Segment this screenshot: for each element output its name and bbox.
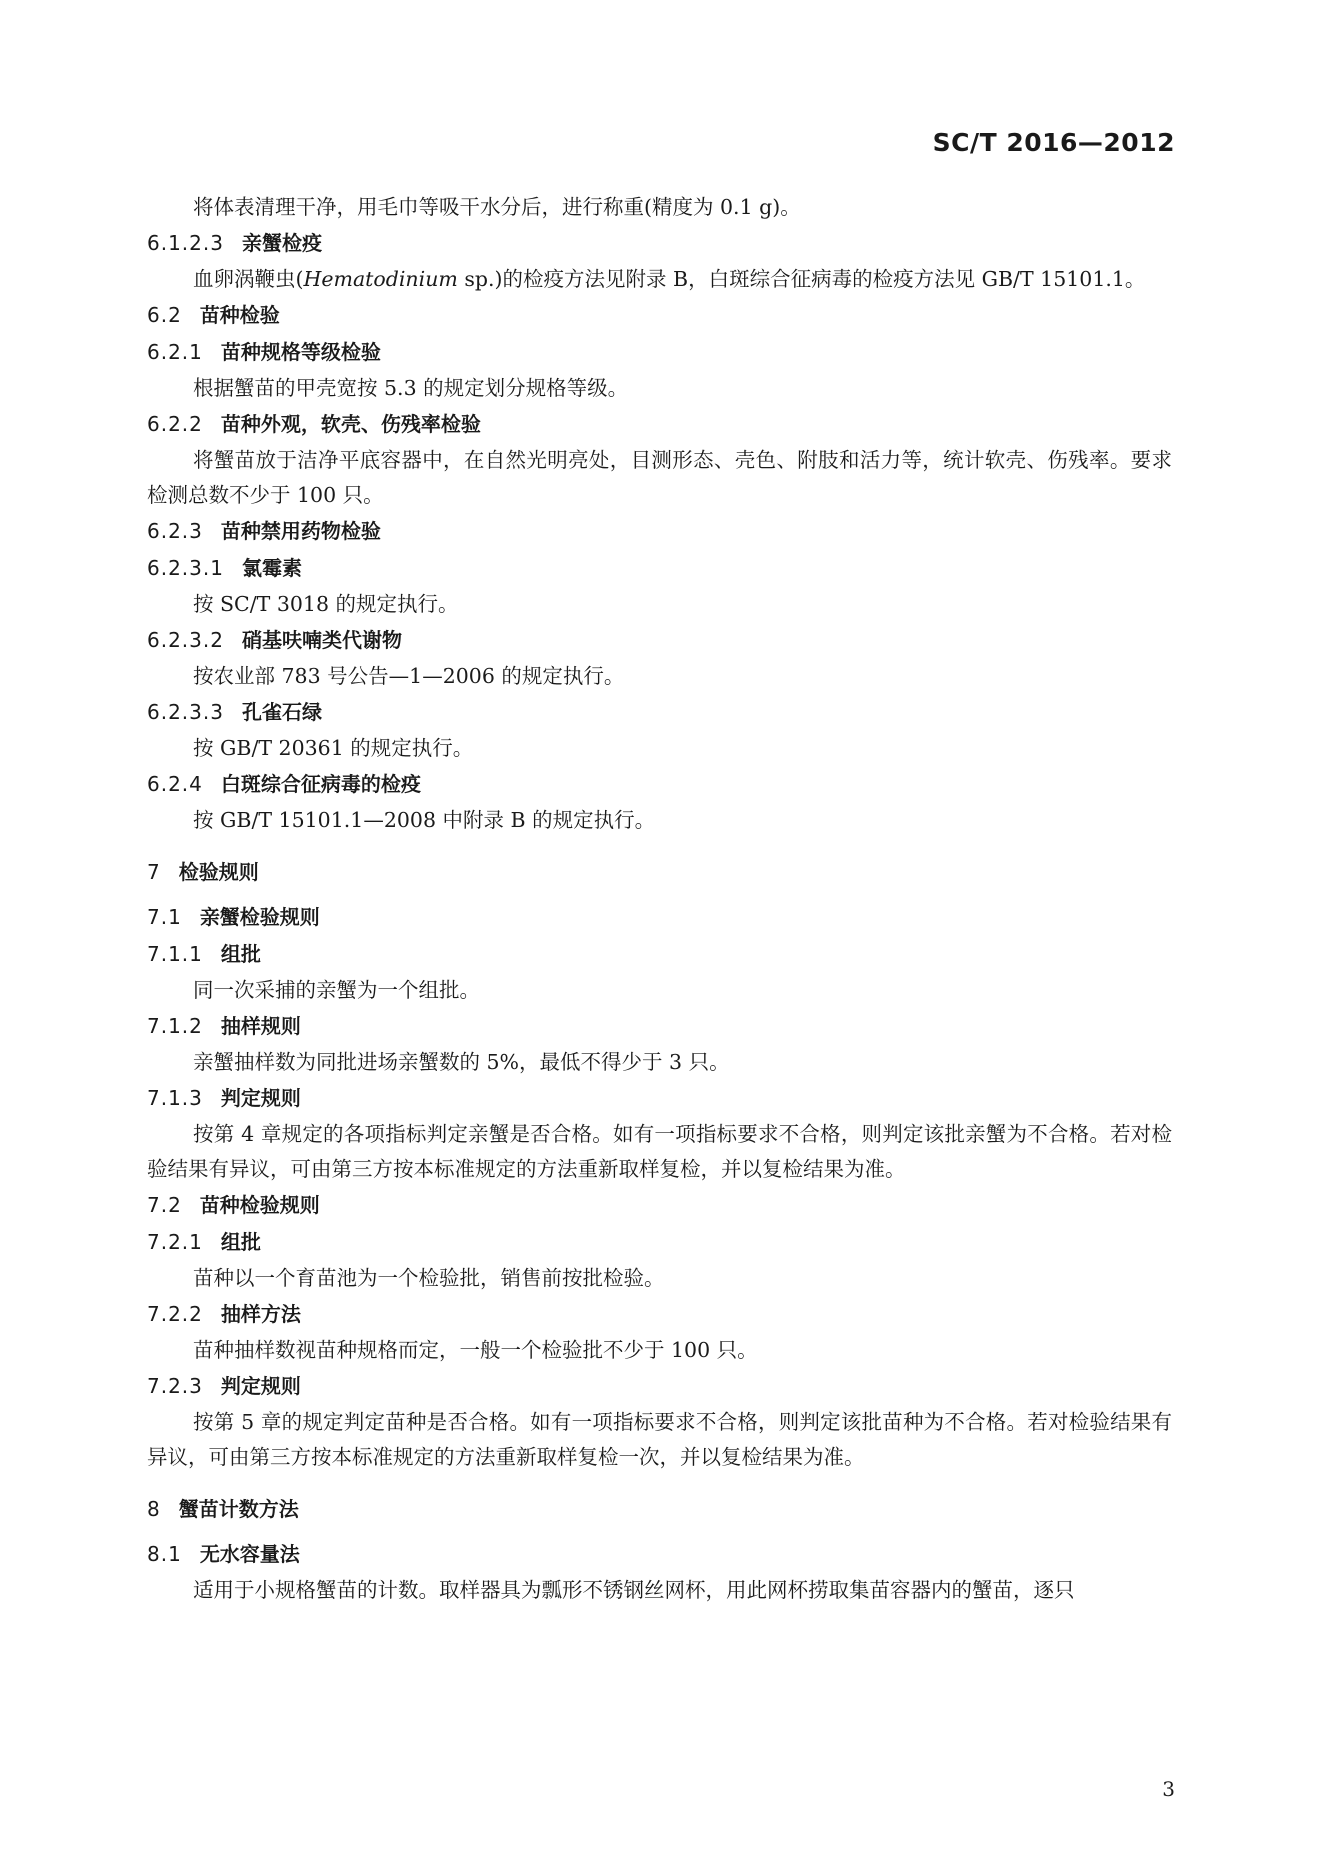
section-title: 苗种外观，软壳、伤残率检验 <box>220 412 481 436</box>
species-name: Hematodinium <box>303 267 458 291</box>
heading-6-2-1 <box>147 334 1172 371</box>
paragraph-6-2-1: 根据蟹苗的甲壳宽按 5.3 的规定划分规格等级。 <box>193 376 629 400</box>
heading-6-2-4 <box>147 766 1172 803</box>
paragraph-7-2-1: 苗种以一个育苗池为一个检验批，销售前按批检验。 <box>193 1266 665 1290</box>
heading-7-2 <box>147 1187 1172 1224</box>
heading-7-1 <box>147 899 1172 936</box>
section-number: 6.2.3.1 <box>147 556 224 580</box>
paragraph-6-2-3-2: 按农业部 783 号公告—1—2006 的规定执行。 <box>193 664 625 688</box>
section-title: 苗种检验 <box>199 303 280 327</box>
section-number: 7.2.2 <box>147 1302 203 1326</box>
section-number: 6.2.2 <box>147 412 203 436</box>
section-title: 苗种检验规则 <box>199 1193 320 1217</box>
section-title: 苗种禁用药物检验 <box>220 519 381 543</box>
section-title: 白斑综合征病毒的检疫 <box>220 772 421 796</box>
document-body <box>147 190 1172 1608</box>
heading-6-2-3-3 <box>147 694 1172 731</box>
paragraph-6-2-2: 将蟹苗放于洁净平底容器中，在自然光明亮处，目测形态、壳色、附肢和活力等，统计软壳、伤残率。要求检测总数不少于 100 只。 <box>147 448 1172 507</box>
heading-7-2-1 <box>147 1224 1172 1261</box>
section-number: 6.2.1 <box>147 340 203 364</box>
heading-6-2-3-1 <box>147 550 1172 587</box>
section-number: 7.2.3 <box>147 1374 203 1398</box>
section-title: 组批 <box>220 942 261 966</box>
heading-6-2-3 <box>147 513 1172 550</box>
heading-7-2-3 <box>147 1368 1172 1405</box>
section-number: 7 <box>147 860 161 884</box>
paragraph-7-2-2: 苗种抽样数视苗种规格而定，一般一个检验批不少于 100 只。 <box>193 1338 758 1362</box>
section-title: 硝基呋喃类代谢物 <box>241 628 402 652</box>
heading-7-1-3 <box>147 1080 1172 1117</box>
heading-7-1-1 <box>147 936 1172 973</box>
paragraph-6-2-3-1: 按 SC/T 3018 的规定执行。 <box>193 592 459 616</box>
section-number: 6.2 <box>147 303 182 327</box>
section-title: 亲蟹检疫 <box>241 231 322 255</box>
paragraph-7-2-3: 按第 5 章的规定判定苗种是否合格。如有一项指标要求不合格，则判定该批苗种为不合格。若对检验结果有异议，可由第三方按本标准规定的方法重新取样复检一次，并以复检结果为准。 <box>147 1410 1172 1469</box>
section-number: 8 <box>147 1497 161 1521</box>
paragraph-weighing: 将体表清理干净，用毛巾等吸干水分后，进行称重(精度为 0.1 g)。 <box>193 195 801 219</box>
paragraph-6-2-4: 按 GB/T 15101.1—2008 中附录 B 的规定执行。 <box>193 808 656 832</box>
section-number: 8.1 <box>147 1542 182 1566</box>
heading-8-1 <box>147 1536 1172 1573</box>
heading-7-2-2 <box>147 1296 1172 1333</box>
section-title: 检验规则 <box>178 860 259 884</box>
section-number: 7.1.1 <box>147 942 203 966</box>
section-number: 6.2.3 <box>147 519 203 543</box>
section-title: 抽样方法 <box>220 1302 301 1326</box>
heading-6-1-2-3 <box>147 225 1172 262</box>
section-number: 7.2 <box>147 1193 182 1217</box>
section-number: 6.2.3.2 <box>147 628 224 652</box>
heading-6-2-2 <box>147 406 1172 443</box>
heading-6-2-3-2 <box>147 622 1172 659</box>
section-title: 无水容量法 <box>199 1542 300 1566</box>
heading-8 <box>147 1491 1172 1528</box>
section-number: 7.2.1 <box>147 1230 203 1254</box>
page-number: 3 <box>1162 1777 1175 1801</box>
section-title: 苗种规格等级检验 <box>220 340 381 364</box>
paragraph-6-2-3-3: 按 GB/T 20361 的规定执行。 <box>193 736 474 760</box>
paragraph-7-1-1: 同一次采捕的亲蟹为一个组批。 <box>193 978 480 1002</box>
section-title: 组批 <box>220 1230 261 1254</box>
section-number: 6.2.4 <box>147 772 203 796</box>
section-title: 亲蟹检验规则 <box>199 905 320 929</box>
paragraph-6-1-2-3: 血卵涡鞭虫(Hematodinium sp.)的检疫方法见附录 B，白斑综合征病毒的检疫方法见 GB/T 15101.1。 <box>193 267 1146 291</box>
paragraph-8-1: 适用于小规格蟹苗的计数。取样器具为瓢形不锈钢丝网杯，用此网杯捞取集苗容器内的蟹苗，逐只 <box>193 1578 1075 1602</box>
heading-7 <box>147 854 1172 891</box>
section-number: 6.2.3.3 <box>147 700 224 724</box>
section-title: 抽样规则 <box>220 1014 301 1038</box>
section-title: 蟹苗计数方法 <box>178 1497 299 1521</box>
paragraph-7-1-2: 亲蟹抽样数为同批进场亲蟹数的 5%，最低不得少于 3 只。 <box>193 1050 730 1074</box>
section-title: 判定规则 <box>220 1086 301 1110</box>
section-number: 7.1.2 <box>147 1014 203 1038</box>
paragraph-7-1-3: 按第 4 章规定的各项指标判定亲蟹是否合格。如有一项指标要求不合格，则判定该批亲蟹为不合格。若对检验结果有异议，可由第三方按本标准规定的方法重新取样复检，并以复检结果为准。 <box>147 1122 1172 1181</box>
standard-number: SC/T 2016—2012 <box>932 128 1175 157</box>
heading-7-1-2 <box>147 1008 1172 1045</box>
heading-6-2 <box>147 297 1172 334</box>
section-title: 氯霉素 <box>241 556 302 580</box>
section-title: 孔雀石绿 <box>241 700 322 724</box>
section-number: 7.1 <box>147 905 182 929</box>
section-number: 7.1.3 <box>147 1086 203 1110</box>
section-number: 6.1.2.3 <box>147 231 224 255</box>
section-title: 判定规则 <box>220 1374 301 1398</box>
